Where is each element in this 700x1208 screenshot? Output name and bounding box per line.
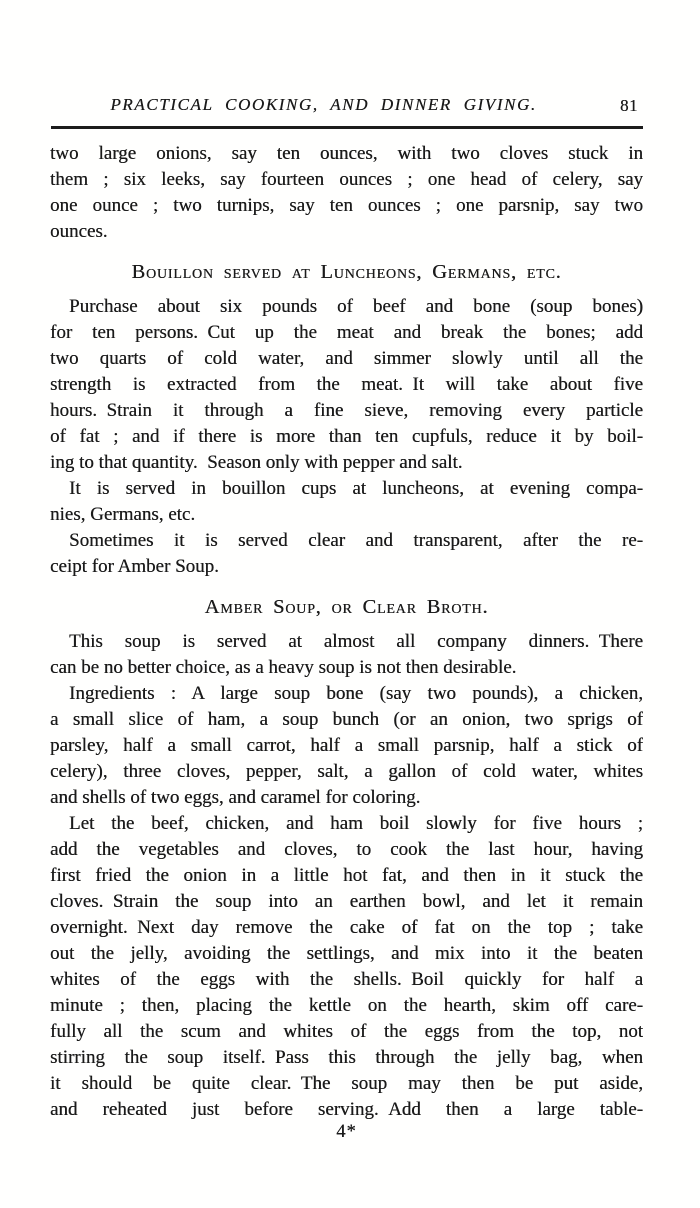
paragraph-continuation — [50, 141, 643, 245]
text-line: whites of the eggs with the shells. Boil quickly for half a — [50, 969, 643, 990]
text-line: This soup is served at almost all company dinners. There — [69, 631, 643, 652]
heading-bouillon: Bouillon served at Luncheons, Germans, etc. — [131, 261, 562, 283]
running-title: PRACTICAL COOKING, AND DINNER GIVING. — [110, 95, 537, 114]
paragraph-sometimes — [50, 528, 643, 580]
text-line: stirring the soup itself. Pass this through the jelly bag, when — [50, 1047, 643, 1068]
text-line: a small slice of ham, a soup bunch (or an onion, two sprigs of — [50, 709, 643, 730]
text-line: out the jelly, avoiding the settlings, and mix into it the beaten — [50, 943, 643, 964]
text-line: of fat ; and if there is more than ten cupfuls, reduce it by boil- — [50, 426, 643, 447]
text-line: can be no better choice, as a heavy soup is not then desirable. — [50, 657, 517, 678]
text-line: first fried the onion in a little hot fat, and then in it stuck the — [50, 865, 643, 886]
text-line: Let the beef, chicken, and ham boil slowly for five hours ; — [69, 813, 643, 834]
text-line: it should be quite clear. The soup may then be put aside, — [50, 1073, 643, 1094]
text-line: nies, Germans, etc. — [50, 504, 196, 525]
text-line: Purchase about six pounds of beef and bone (soup bones) — [69, 296, 643, 317]
text-line: celery), three cloves, pepper, salt, a gallon of cold water, whites — [50, 761, 643, 782]
text-line: parsley, half a small carrot, half a small parsnip, half a stick of — [50, 735, 643, 756]
text-line: and shells of two eggs, and caramel for coloring. — [50, 787, 421, 808]
signature-mark: 4* — [336, 1122, 357, 1142]
paragraph-purchase — [50, 294, 643, 476]
text-line: for ten persons. Cut up the meat and break the bones; add — [50, 322, 643, 343]
paragraph-this-soup — [50, 629, 643, 681]
page-number: 81 — [620, 96, 638, 115]
text-line: ing to that quantity. Season only with pepper and salt. — [50, 452, 463, 473]
text-line: them ; six leeks, say fourteen ounces ; one head of celery, say — [50, 169, 643, 190]
text-line: ceipt for Amber Soup. — [50, 556, 219, 577]
text-line: It is served in bouillon cups at luncheons, at evening compa- — [69, 478, 643, 499]
page-header — [50, 95, 643, 119]
header-rule — [51, 126, 643, 129]
text-line: fully all the scum and whites of the eggs from the top, not — [50, 1021, 643, 1042]
text-line: minute ; then, placing the kettle on the hearth, skim off care- — [50, 995, 643, 1016]
text-line: strength is extracted from the meat. It will take about five — [50, 374, 643, 395]
paragraph-ingredients — [50, 681, 643, 811]
text-line: cloves. Strain the soup into an earthen bowl, and let it remain — [50, 891, 643, 912]
text-line: ounces. — [50, 221, 108, 242]
text-line: one ounce ; two turnips, say ten ounces ; one parsnip, say two — [50, 195, 643, 216]
text-line: two large onions, say ten ounces, with two cloves stuck in — [50, 143, 643, 164]
heading-amber-soup: Amber Soup, or Clear Broth. — [204, 596, 489, 618]
text-line: overnight. Next day remove the cake of fat on the top ; take — [50, 917, 643, 938]
text-line: add the vegetables and cloves, to cook the last hour, having — [50, 839, 643, 860]
text-line: hours. Strain it through a fine sieve, removing every particle — [50, 400, 643, 421]
text-line: two quarts of cold water, and simmer slowly until all the — [50, 348, 643, 369]
body-text — [50, 141, 643, 1123]
paragraph-let-the-beef — [50, 811, 643, 1123]
text-line: Sometimes it is served clear and transparent, after the re- — [69, 530, 643, 551]
text-line: Ingredients : A large soup bone (say two pounds), a chicken, — [69, 683, 643, 704]
text-line: and reheated just before serving. Add then a large table- — [50, 1099, 643, 1120]
paragraph-served — [50, 476, 643, 528]
